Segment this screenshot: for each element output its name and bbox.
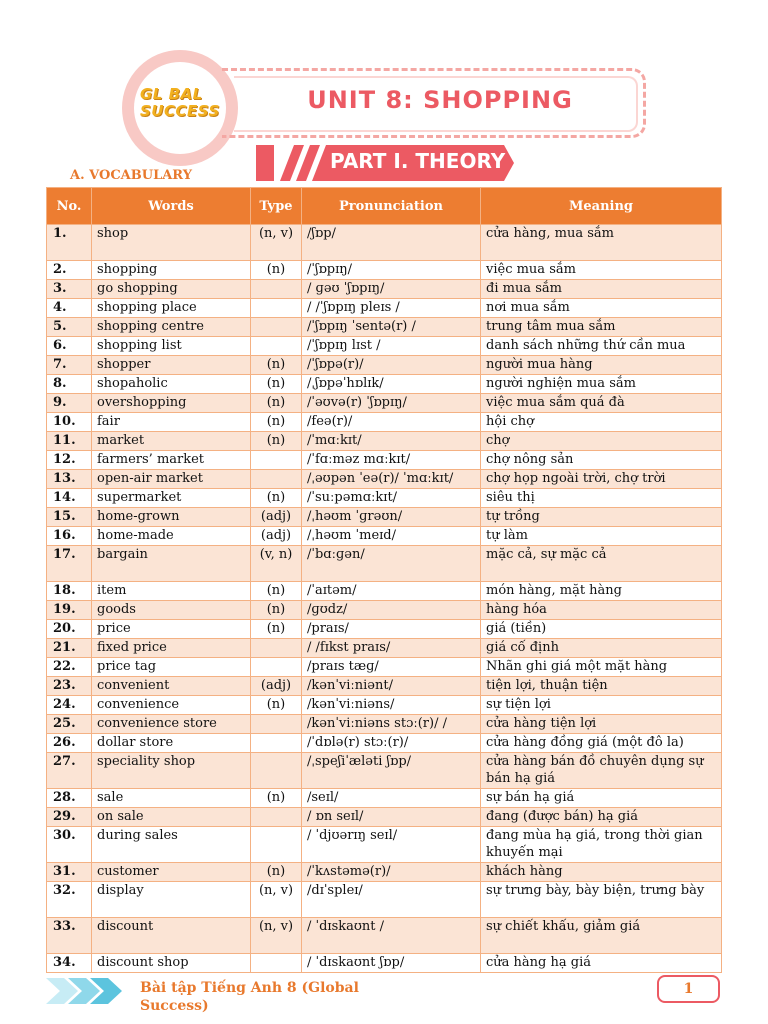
row-meaning: cửa hàng tiện lợi [481,715,722,734]
row-meaning: giá (tiền) [481,620,722,639]
row-word: shopaholic [92,375,251,394]
row-word: shopping [92,261,251,280]
row-type [251,299,302,318]
table-row [47,677,722,696]
table-row [47,280,722,299]
row-meaning: cửa hàng, mua sắm [481,225,722,261]
column-header-pronunciation: Pronunciation [302,188,481,225]
row-pronunciation: /ˌspeʃiˈæləti ʃɒp/ [302,753,481,789]
row-type [251,753,302,789]
table-row [47,789,722,808]
row-pronunciation: /ˌhəʊm ˈmeɪd/ [302,527,481,546]
row-pronunciation: /kənˈviːniənt/ [302,677,481,696]
row-pronunciation: /kənˈviːniəns stɔː(r)/ / [302,715,481,734]
row-word: shopping place [92,299,251,318]
row-pronunciation: /ˈfɑːməz mɑːkɪt/ [302,451,481,470]
row-number: 17. [47,546,92,582]
logo-line-1: GL BAL [140,85,203,103]
row-word: home-made [92,527,251,546]
table-row [47,734,722,753]
table-row [47,489,722,508]
row-meaning: việc mua sắm [481,261,722,280]
row-type [251,639,302,658]
row-number: 25. [47,715,92,734]
row-type: (n) [251,696,302,715]
row-pronunciation: /seɪl/ [302,789,481,808]
row-meaning: mặc cả, sự mặc cả [481,546,722,582]
row-word: goods [92,601,251,620]
table-row [47,451,722,470]
row-meaning: sự trưng bày, bày biện, trưng bày [481,882,722,918]
row-word: sale [92,789,251,808]
row-pronunciation: /ˈsuːpəmɑːkɪt/ [302,489,481,508]
row-word: farmers’ market [92,451,251,470]
table-row [47,954,722,973]
row-word: price [92,620,251,639]
row-number: 27. [47,753,92,789]
table-row [47,299,722,318]
table-row [47,715,722,734]
table-row [47,620,722,639]
table-row [47,318,722,337]
table-row [47,470,722,489]
table-row [47,508,722,527]
row-number: 32. [47,882,92,918]
row-word: speciality shop [92,753,251,789]
row-type: (n) [251,601,302,620]
row-word: market [92,432,251,451]
row-word: price tag [92,658,251,677]
row-word: overshopping [92,394,251,413]
row-number: 1. [47,225,92,261]
row-number: 14. [47,489,92,508]
row-meaning: Nhãn ghi giá một mặt hàng [481,658,722,677]
table-row [47,394,722,413]
row-number: 11. [47,432,92,451]
table-row [47,432,722,451]
row-number: 16. [47,527,92,546]
row-pronunciation: /ˈəʊvə(r) ˈʃɒpɪŋ/ [302,394,481,413]
table-row [47,375,722,394]
footer-book-title: Bài tập Tiếng Anh 8 (Global Success) [140,980,359,1014]
row-meaning: cửa hàng hạ giá [481,954,722,973]
row-type: (n) [251,582,302,601]
table-row [47,413,722,432]
row-pronunciation: / ˈdɪskaʊnt ʃɒp/ [302,954,481,973]
row-number: 3. [47,280,92,299]
row-number: 21. [47,639,92,658]
row-meaning: tự làm [481,527,722,546]
row-word: convenience [92,696,251,715]
table-row [47,658,722,677]
row-word: discount [92,918,251,954]
row-meaning: cửa hàng đồng giá (một đô la) [481,734,722,753]
row-word: fixed price [92,639,251,658]
row-meaning: trung tâm mua sắm [481,318,722,337]
row-pronunciation: /ˈdɒlə(r) stɔː(r)/ [302,734,481,753]
section-heading: A. VOCABULARY [70,168,192,183]
row-pronunciation: /feə(r)/ [302,413,481,432]
table-row [47,753,722,789]
row-meaning: sự tiện lợi [481,696,722,715]
row-word: shopping centre [92,318,251,337]
row-meaning: sự chiết khấu, giảm giá [481,918,722,954]
table-row [47,527,722,546]
row-pronunciation: /ˈʃɒpɪŋ ˈsentə(r) / [302,318,481,337]
row-pronunciation: / ɡəʊ ˈʃɒpɪŋ/ [302,280,481,299]
row-meaning: hội chợ [481,413,722,432]
vocabulary-table [46,187,722,973]
row-pronunciation: /ɡʊdz/ [302,601,481,620]
row-meaning: khách hàng [481,863,722,882]
row-number: 8. [47,375,92,394]
row-type [251,337,302,356]
column-header-meaning: Meaning [481,188,722,225]
row-type: (n) [251,489,302,508]
table-row [47,696,722,715]
row-meaning: siêu thị [481,489,722,508]
row-number: 30. [47,827,92,863]
row-type: (n) [251,394,302,413]
row-type [251,318,302,337]
row-type [251,827,302,863]
row-type: (n) [251,261,302,280]
row-word: display [92,882,251,918]
row-number: 29. [47,808,92,827]
row-type: (n, v) [251,882,302,918]
row-number: 13. [47,470,92,489]
row-type: (adj) [251,527,302,546]
row-number: 10. [47,413,92,432]
row-number: 31. [47,863,92,882]
row-word: fair [92,413,251,432]
logo-line-2: SUCCESS [140,102,220,120]
table-row [47,225,722,261]
row-number: 33. [47,918,92,954]
row-word: open-air market [92,470,251,489]
row-pronunciation: /ˈʃɒpɪŋ lɪst / [302,337,481,356]
table-row [47,882,722,918]
row-pronunciation: /praɪs/ [302,620,481,639]
row-type [251,451,302,470]
row-number: 28. [47,789,92,808]
row-meaning: tự trồng [481,508,722,527]
row-word: shop [92,225,251,261]
row-meaning: hàng hóa [481,601,722,620]
row-type: (n) [251,413,302,432]
row-number: 12. [47,451,92,470]
row-meaning: sự bán hạ giá [481,789,722,808]
row-number: 23. [47,677,92,696]
row-number: 5. [47,318,92,337]
row-pronunciation: / ˈdjʊərɪŋ seɪl/ [302,827,481,863]
row-type: (n) [251,863,302,882]
row-meaning: đi mua sắm [481,280,722,299]
row-meaning: người nghiện mua sắm [481,375,722,394]
row-pronunciation: /ˈaɪtəm/ [302,582,481,601]
table-row [47,918,722,954]
row-word: bargain [92,546,251,582]
row-word: convenience store [92,715,251,734]
row-word: supermarket [92,489,251,508]
row-type: (n) [251,789,302,808]
row-meaning: người mua hàng [481,356,722,375]
row-pronunciation: /praɪs tæɡ/ [302,658,481,677]
row-type [251,280,302,299]
row-pronunciation: / ɒn seɪl/ [302,808,481,827]
row-pronunciation: /dɪˈspleɪ/ [302,882,481,918]
row-pronunciation: /ˈʃɒpə(r)/ [302,356,481,375]
row-meaning: chợ họp ngoài trời, chợ trời [481,470,722,489]
row-word: discount shop [92,954,251,973]
row-number: 2. [47,261,92,280]
row-type: (adj) [251,677,302,696]
row-pronunciation: /ˈmɑːkɪt/ [302,432,481,451]
row-type: (n) [251,356,302,375]
table-row [47,808,722,827]
row-meaning: món hàng, mặt hàng [481,582,722,601]
row-type: (adj) [251,508,302,527]
table-row [47,261,722,280]
row-word: on sale [92,808,251,827]
row-meaning: chợ [481,432,722,451]
row-number: 34. [47,954,92,973]
row-type: (n) [251,375,302,394]
row-word: go shopping [92,280,251,299]
row-type [251,658,302,677]
row-word: shopping list [92,337,251,356]
row-pronunciation: /kənˈviːniəns/ [302,696,481,715]
row-type: (n, v) [251,918,302,954]
row-pronunciation: /ˈkʌstəmə(r)/ [302,863,481,882]
row-word: during sales [92,827,251,863]
chevron-arrows-icon [46,976,136,1006]
row-type [251,734,302,753]
table-header-row [47,188,722,225]
row-type: (n) [251,432,302,451]
row-pronunciation: /ˌʃɒpəˈhɒlɪk/ [302,375,481,394]
row-type [251,470,302,489]
row-word: item [92,582,251,601]
row-number: 15. [47,508,92,527]
row-pronunciation: /ˌhəʊm ˈɡrəʊn/ [302,508,481,527]
row-meaning: đang (được bán) hạ giá [481,808,722,827]
row-meaning: đang mùa hạ giá, trong thời gian khuyến mại [481,827,722,863]
table-row [47,546,722,582]
table-row [47,337,722,356]
row-meaning: danh sách những thứ cần mua [481,337,722,356]
table-row [47,863,722,882]
table-row [47,827,722,863]
row-number: 22. [47,658,92,677]
row-word: dollar store [92,734,251,753]
row-number: 9. [47,394,92,413]
row-number: 7. [47,356,92,375]
row-pronunciation: /ˌəʊpən ˈeə(r)/ ˈmɑːkɪt/ [302,470,481,489]
row-number: 26. [47,734,92,753]
row-pronunciation: /ˈbɑːɡən/ [302,546,481,582]
table-row [47,582,722,601]
column-header-words: Words [92,188,251,225]
page-number: 1 [657,975,720,1003]
row-pronunciation: / ˈdɪskaʊnt / [302,918,481,954]
row-meaning: giá cố định [481,639,722,658]
row-number: 6. [47,337,92,356]
column-header-no: No. [47,188,92,225]
part-title: PART I. THEORY [330,149,506,173]
row-meaning: tiện lợi, thuận tiện [481,677,722,696]
row-type [251,954,302,973]
row-word: customer [92,863,251,882]
row-number: 18. [47,582,92,601]
row-word: shopper [92,356,251,375]
table-row [47,601,722,620]
table-row [47,639,722,658]
row-type [251,808,302,827]
unit-title: UNIT 8: SHOPPING [307,86,573,114]
row-meaning: nơi mua sắm [481,299,722,318]
table-row [47,356,722,375]
row-number: 4. [47,299,92,318]
column-header-type: Type [251,188,302,225]
row-number: 20. [47,620,92,639]
row-type: (n, v) [251,225,302,261]
row-pronunciation: /ʃɒp/ [302,225,481,261]
row-type: (v, n) [251,546,302,582]
row-pronunciation: / /fɪkst praɪs/ [302,639,481,658]
table-body [47,225,722,973]
row-type [251,715,302,734]
row-meaning: cửa hàng bán đồ chuyên dụng sự bán hạ giá [481,753,722,789]
row-meaning: chợ nông sản [481,451,722,470]
row-number: 24. [47,696,92,715]
row-pronunciation: /ˈʃɒpɪŋ/ [302,261,481,280]
row-number: 19. [47,601,92,620]
row-pronunciation: / /ˈʃɒpɪŋ pleɪs / [302,299,481,318]
row-word: convenient [92,677,251,696]
row-word: home-grown [92,508,251,527]
row-meaning: việc mua sắm quá đà [481,394,722,413]
row-type: (n) [251,620,302,639]
